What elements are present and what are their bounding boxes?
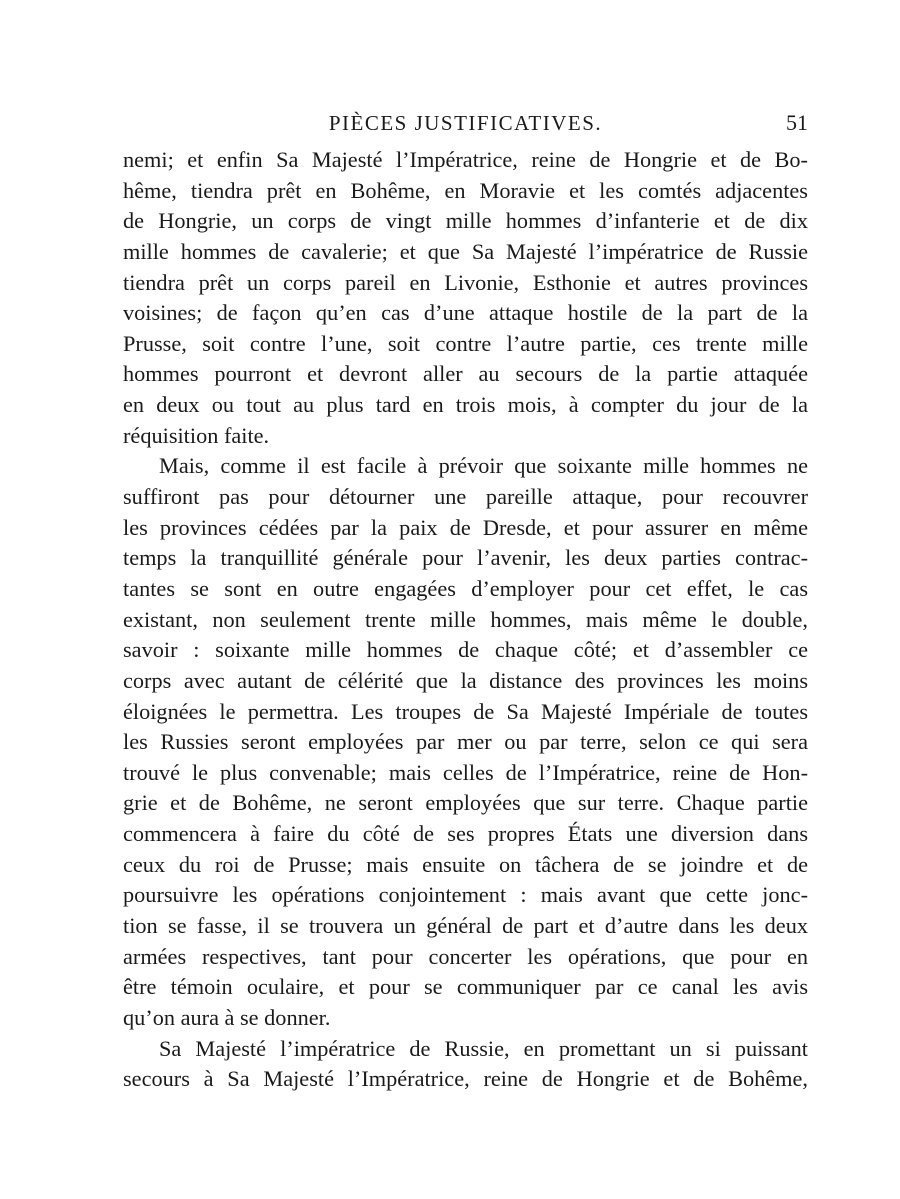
text-line: hême, tiendra prêt en Bohême, en Moravie et les comtés adjacentes [123, 177, 808, 203]
text-line: savoir : soixante mille hommes de chaque côté; et d’assembler ce [123, 637, 808, 663]
text-line: secours à Sa Majesté l’Impératrice, reine de Hongrie et de Bohême, [123, 1066, 808, 1092]
text-line: éloignées le permettra. Les troupes de Sa Majesté Impériale de toutes [123, 698, 808, 724]
text-line: voisines; de façon qu’en cas d’une attaque hostile de la part de la [123, 300, 808, 326]
text-line: armées respectives, tant pour concerter les opérations, que pour en [123, 943, 808, 969]
text-line: mille hommes de cavalerie; et que Sa Majesté l’impératrice de Russie [123, 238, 808, 264]
text-line: ceux du roi de Prusse; mais ensuite on tâchera de se joindre et de [123, 851, 808, 877]
text-line: temps la tranquillité générale pour l’avenir, les deux parties contrac- [123, 545, 808, 571]
text-line: qu’on aura à se donner. [123, 1004, 331, 1030]
text-line: corps avec autant de célérité que la distance des provinces les moins [123, 667, 808, 693]
text-line: Mais, comme il est facile à prévoir que soixante mille hommes ne [159, 453, 808, 479]
text-line: les provinces cédées par la paix de Dresde, et pour assurer en même [123, 514, 808, 540]
text-line: existant, non seulement trente mille hommes, mais même le double, [123, 606, 808, 632]
text-line: commencera à faire du côté de ses propres États une diversion dans [123, 821, 808, 847]
running-header [123, 108, 808, 138]
text-line: trouvé le plus convenable; mais celles de l’Impératrice, reine de Hon- [123, 759, 808, 785]
text-line: Prusse, soit contre l’une, soit contre l’autre partie, ces trente mille [123, 330, 808, 356]
text-line: être témoin oculaire, et pour se communiquer par ce canal les avis [123, 974, 808, 1000]
text-line: tiendra prêt un corps pareil en Livonie, Esthonie et autres provinces [123, 269, 808, 295]
text-line: en deux ou tout au plus tard en trois mois, à compter du jour de la [123, 392, 808, 418]
text-line: de Hongrie, un corps de vingt mille hommes d’infanterie et de dix [123, 208, 808, 234]
text-line: les Russies seront employées par mer ou par terre, selon ce qui sera [123, 729, 808, 755]
text-line: poursuivre les opérations conjointement : mais avant que cette jonc- [123, 882, 808, 908]
text-line: hommes pourront et devront aller au secours de la partie attaquée [123, 361, 808, 387]
text-line: Sa Majesté l’impératrice de Russie, en promettant un si puissant [159, 1035, 808, 1061]
text-line: suffiront pas pour détourner une pareille attaque, pour recouvrer [123, 484, 808, 510]
text-line: tantes se sont en outre engagées d’employer pour cet effet, le cas [123, 575, 808, 601]
page-number: 51 [786, 110, 808, 135]
text-line: tion se fasse, il se trouvera un général de part et d’autre dans les deux [123, 913, 808, 939]
text-line: réquisition faite. [123, 422, 270, 448]
body-text [123, 145, 808, 1095]
text-line: grie et de Bohême, ne seront employées que sur terre. Chaque partie [123, 790, 808, 816]
text-line: nemi; et enfin Sa Majesté l’Impératrice, reine de Hongrie et de Bo- [123, 147, 808, 172]
running-title: PIÈCES JUSTIFICATIVES. [328, 111, 603, 135]
